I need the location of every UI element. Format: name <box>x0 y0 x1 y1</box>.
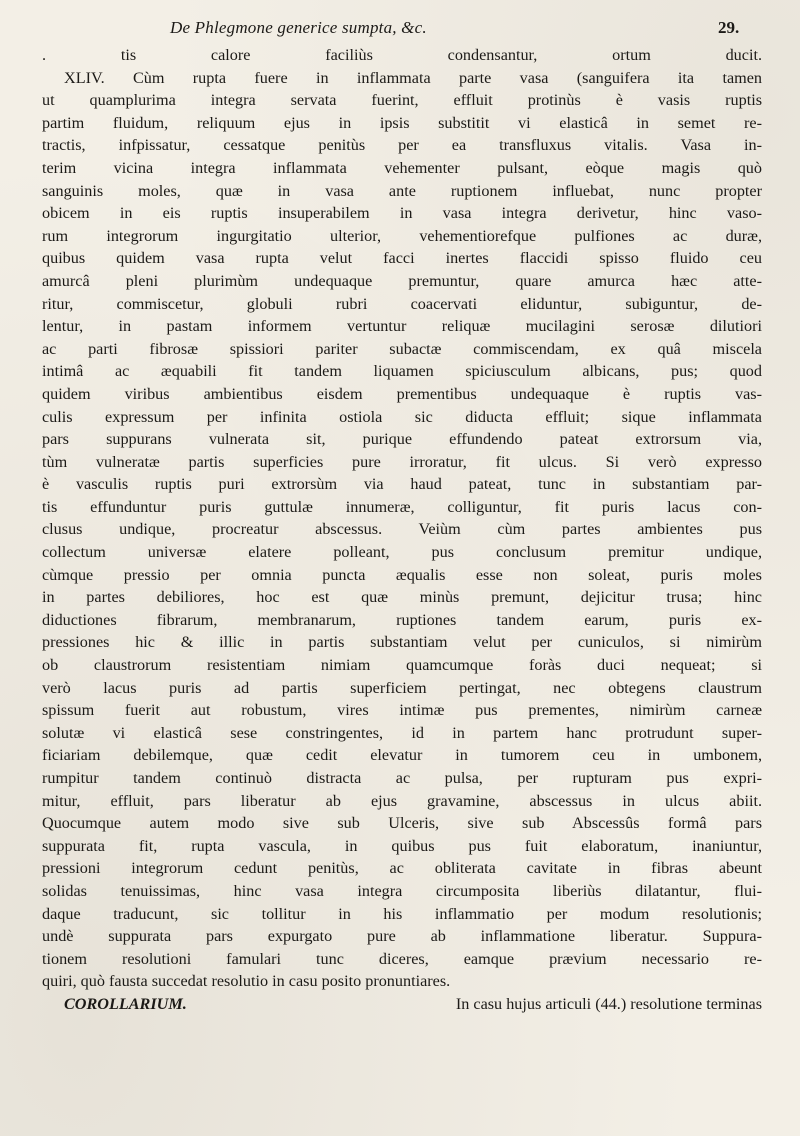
text-line: amurcâ pleni plurimùm undequaque premuntur, quare amurca hæc atte- <box>42 271 762 290</box>
text-line: in partes debiliores, hoc est quæ minùs premunt, dejicitur trusa; hinc <box>42 588 762 607</box>
text-line: tùm vulneratæ partis superficies pure irroratur, fit ulcus. Si verò expresso <box>42 452 762 471</box>
text-line: quidem viribus ambientibus eisdem prementibus undequaque è ruptis vas- <box>42 384 762 403</box>
text-line: è vasculis ruptis puri extrorsùm via haud pateat, tunc in substantiam par- <box>42 475 762 494</box>
text-line: cùmque pressio per omnia puncta æqualis esse non soleat, puris moles <box>42 565 762 584</box>
text-line: ac parti fibrosæ spissiori pariter subactæ commiscendam, ex quâ miscela <box>42 339 762 358</box>
text-line: diductiones fibrarum, membranarum, ruptiones tandem earum, puris ex- <box>42 610 762 629</box>
text-line: solutæ vi elasticâ sese constringentes, id in partem hanc protrudunt super- <box>42 723 762 742</box>
text-line: lentur, in pastam informem vertuntur reliquæ mucilagini serosæ dilutiori <box>42 317 762 336</box>
text-line: obicem in eis ruptis insuperabilem in vasa integra derivetur, hinc vaso- <box>42 204 762 223</box>
corollary-line <box>42 993 762 1016</box>
text-line: quibus quidem vasa rupta velut facci inertes flaccidi spisso fluido ceu <box>42 249 762 268</box>
text-line: pars suppurans vulnerata sit, purique effundendo pateat extrorsum via, <box>42 430 762 449</box>
text-line: spissum fuerit aut robustum, vires intimæ pus prementes, nimirùm carneæ <box>42 701 762 720</box>
text-line: clusus undique, procreatur abscessus. Veiùm cùm partes ambientes pus <box>42 520 762 539</box>
text-line: terim vicina integra inflammata vehementer pulsant, eòque magis quò <box>42 158 762 177</box>
text-line: pressiones hic & illic in partis substantiam velut per cuniculos, si nimirùm <box>42 633 762 652</box>
text-line: ritur, commiscetur, globuli rubri coacervati eliduntur, subiguntur, de- <box>42 294 762 313</box>
text-line: collectum universæ elatere polleant, pus conclusum premitur undique, <box>42 543 762 562</box>
text-line: solidas tenuissimas, hinc vasa integra circumposita liberiùs dilatantur, flui- <box>42 881 762 900</box>
page-number: 29. <box>718 18 740 37</box>
text-line: pressioni integrorum cedunt penitùs, ac obliterata cavitate in fibras abeunt <box>42 859 762 878</box>
text-line: . tis calore faciliùs condensantur, ortum ducit. <box>42 46 762 64</box>
text-line: daque traducunt, sic tollitur in his inflammatio per modum resolutionis; <box>42 904 762 923</box>
text-line: verò lacus puris ad partis superficiem pertingat, nec obtegens claustrum <box>42 678 762 697</box>
corollary-text: In casu hujus articuli (44.) resolutione terminas <box>455 994 762 1013</box>
text-line: rum integrorum ingurgitatio ulterior, vehementiorefque pulfiones ac duræ, <box>42 226 762 245</box>
text-line: ob claustrorum resistentiam nimiam quamcumque foràs duci nequeat; si <box>42 656 762 675</box>
text-line: ficiariam debilemque, quæ cedit elevatur in tumorem ceu in umbonem, <box>42 746 762 765</box>
text-line: tractis, infpissatur, cessatque penitùs per ea transfluxus vitalis. Vasa in- <box>42 136 762 155</box>
text-line: tionem resolutioni famulari tunc diceres, eamque prævium necessario re- <box>42 949 762 968</box>
corollary-heading: COROLLARIUM. <box>64 994 187 1013</box>
text-line: suppurata fit, rupta vascula, in quibus pus fuit elaboratum, inaniuntur, <box>42 836 762 855</box>
text-line: Quocumque autem modo sive sub Ulceris, sive sub Abscessûs formâ pars <box>42 814 762 833</box>
text-line: tis effunduntur puris guttulæ innumeræ, colliguntur, fit puris lacus con- <box>42 497 762 516</box>
text-line: XLIV. Cùm rupta fuere in inflammata parte vasa (sanguifera ita tamen <box>64 68 762 87</box>
text-line: ut quamplurima integra servata fuerint, effluit protinùs è vasis ruptis <box>42 91 762 110</box>
text-line: partim fluidum, reliquum ejus in ipsis substitit vi elasticâ in semet re- <box>42 113 762 132</box>
running-head: De Phlegmone generice sumpta, &c. <box>170 18 427 37</box>
text-line: intimâ ac æquabili fit tandem liquamen spiciusculum albicans, pus; quod <box>42 362 762 381</box>
text-line: mitur, effluit, pars liberatur ab ejus gravamine, abscessus in ulcus abiit. <box>42 791 762 810</box>
text-line: culis expressum per infinita ostiola sic diducta effluit; sique inflammata <box>42 407 762 426</box>
text-line: undè suppurata pars expurgato pure ab inflammatione liberatur. Suppura- <box>42 927 762 946</box>
text-line: sanguinis moles, quæ in vasa ante ruptionem influebat, nunc propter <box>42 181 762 200</box>
main-text <box>42 44 762 1016</box>
text-line: quiri, quò fausta succedat resolutio in casu posito pronuntiares. <box>42 972 451 991</box>
text-line: rumpitur tandem continuò distracta ac pulsa, per rupturam pus expri- <box>42 769 762 787</box>
